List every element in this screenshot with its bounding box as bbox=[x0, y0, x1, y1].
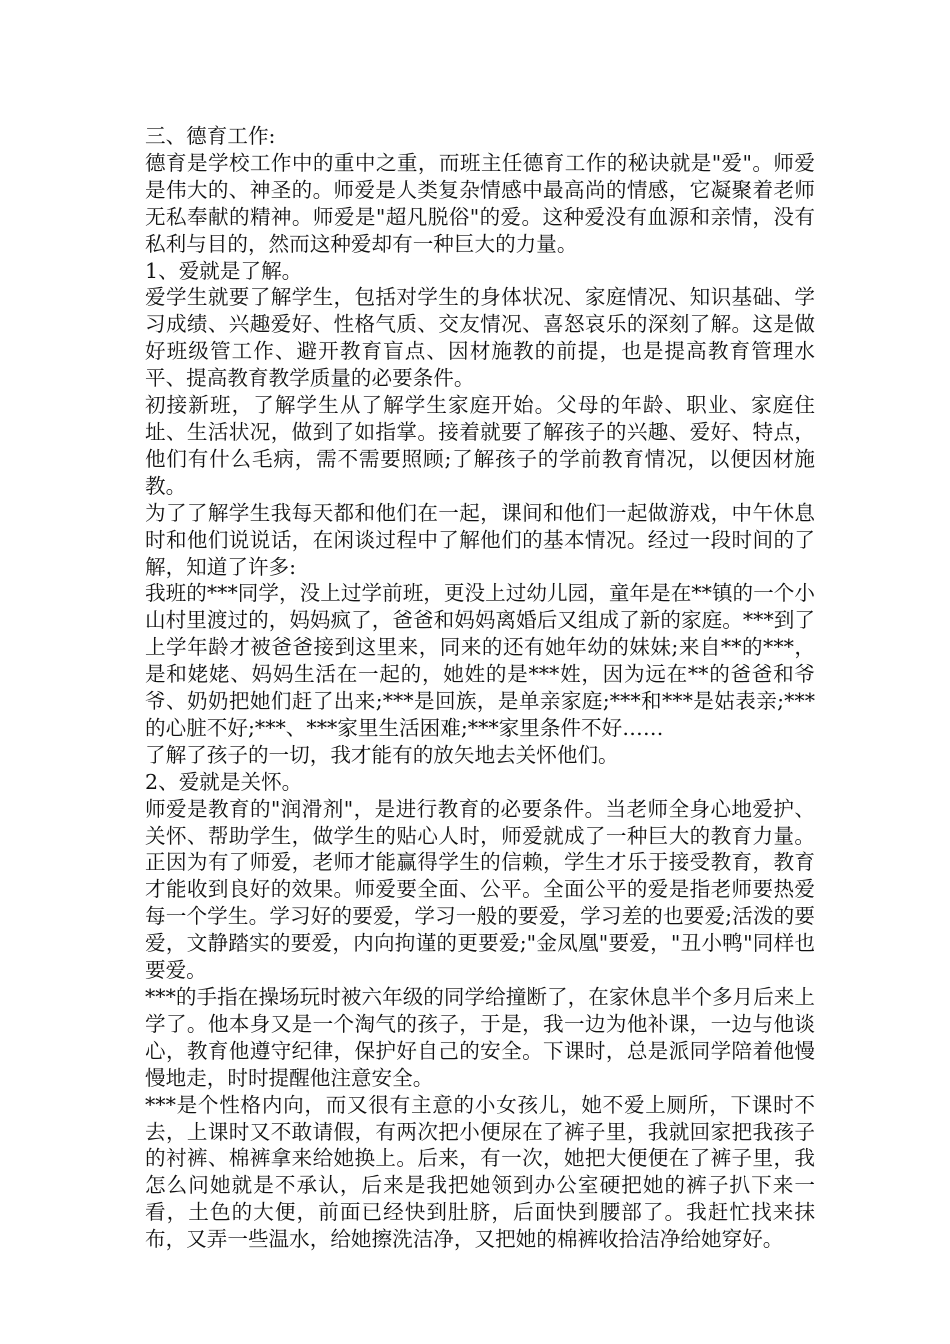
point-1-paragraph-2: 初接新班，了解学生从了解学生家庭开始。父母的年龄、职业、家庭住址、生活状况，做到了如指掌。接着就要了解孩子的兴趣、爱好、特点，他们有什么毛病，需不需要照顾;了解孩子的学前教育情况，以便因材施教。 bbox=[145, 393, 815, 498]
point-1-paragraph-1: 爱学生就要了解学生，包括对学生的身体状况、家庭情况、知识基础、学习成绩、兴趣爱好、性格气质、交友情况、喜怒哀乐的深刻了解。这是做好班级管工作、避开教育盲点、因材施教的前提，也是提高教育管理水平、提高教育教学质量的必要条件。 bbox=[145, 285, 815, 391]
document-page bbox=[145, 123, 815, 1253]
point-2-paragraph-1: 师爱是教育的"润滑剂"，是进行教育的必要条件。当老师全身心地爱护、关怀、帮助学生，做学生的贴心人时，师爱就成了一种巨大的教育力量。正因为有了师爱，老师才能赢得学生的信赖，学生才乐于接受教育，教育才能收到良好的效果。师爱要全面、公平。全面公平的爱是指老师要热爱每一个学生。学习好的要爱，学习一般的要爱，学习差的也要爱;活泼的要爱，文静踏实的要爱，内向拘谨的更要爱;"金凤凰"要爱，"丑小鸭"同样也要爱。 bbox=[145, 796, 815, 983]
point-1-paragraph-4: 我班的***同学，没上过学前班，更没上过幼儿园，童年是在**镇的一个小山村里渡过的，妈妈疯了，爸爸和妈妈离婚后又组成了新的家庭。***到了上学年龄才被爸爸接到这里来，同来的还有她年幼的妹妹;来自**的***，是和姥姥、妈妈生活在一起的，她姓的是***姓，因为远在**的爸爸和爷爷、奶奶把她们赶了出来;***是回族，是单亲家庭;***和***是姑表亲;***的心脏不好;***、***家里生活困难;***家里条件不好…… bbox=[145, 581, 815, 740]
point-1-paragraph-5: 了解了孩子的一切，我才能有的放矢地去关怀他们。 bbox=[145, 742, 619, 767]
point-1-paragraph-3: 为了了解学生我每天都和他们在一起，课间和他们一起做游戏，中午休息时和他们说说话，在闲谈过程中了解他们的基本情况。经过一段时间的了解，知道了许多: bbox=[145, 500, 815, 579]
point-2-title: 2、爱就是关怀。 bbox=[145, 769, 303, 794]
section-title: 三、德育工作: bbox=[145, 124, 276, 148]
point-2-paragraph-2: ***的手指在操场玩时被六年级的同学给撞断了，在家休息半个多月后来上学了。他本身又是一个淘气的孩子，于是，我一边为他补课，一边与他谈心，教育他遵守纪律，保护好自己的安全。下课时，总是派同学陪着他慢慢地走，时时提醒他注意安全。 bbox=[145, 985, 815, 1090]
point-1-title: 1、爱就是了解。 bbox=[145, 258, 303, 283]
intro-paragraph: 德育是学校工作中的重中之重，而班主任德育工作的秘诀就是"爱"。师爱是伟大的、神圣的。师爱是人类复杂情感中最高尚的情感，它凝聚着老师无私奉献的精神。师爱是"超凡脱俗"的爱。这种爱没有血源和亲情，没有私利与目的，然而这种爱却有一种巨大的力量。 bbox=[145, 150, 815, 256]
point-2-paragraph-3: ***是个性格内向，而又很有主意的小女孩儿，她不爱上厕所，下课时不去，上课时又不敢请假，有两次把小便尿在了裤子里，我就回家把我孩子的衬裤、棉裤拿来给她换上。后来，有一次，她把大便便在了裤子里，我怎么问她就是不承认，后来是我把她领到办公室硬把她的裤子扒下来一看，土色的大便，前面已经快到肚脐，后面快到腰部了。我赶忙找来抹布，又弄一些温水，给她擦洗洁净，又把她的棉裤收拾洁净给她穿好。 bbox=[145, 1092, 815, 1252]
